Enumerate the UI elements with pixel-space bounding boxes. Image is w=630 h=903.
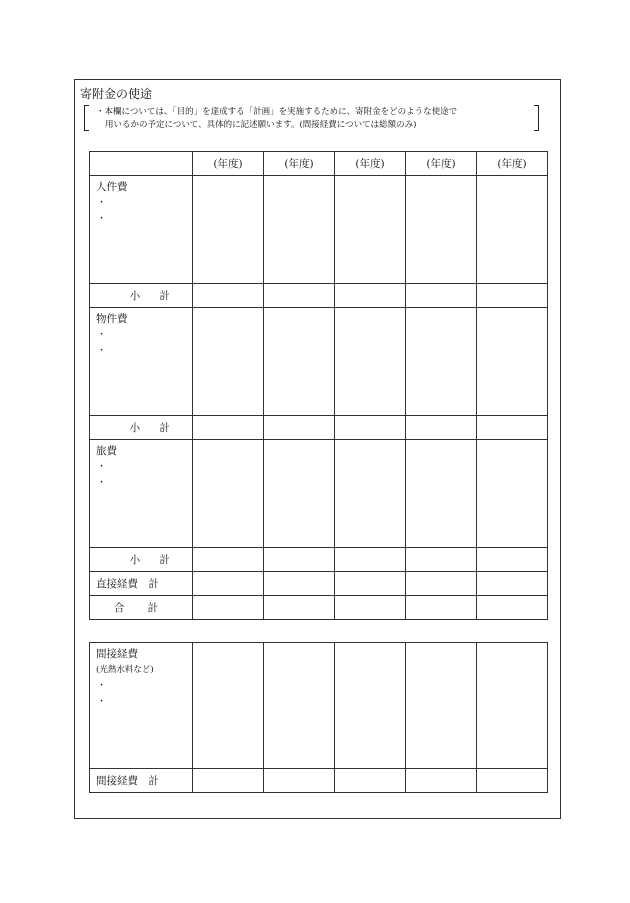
amount-cell[interactable]: [477, 440, 548, 548]
material-cost-row: [90, 308, 548, 416]
note-bracket-right: [534, 105, 539, 131]
amount-cell[interactable]: [406, 416, 477, 440]
amount-cell[interactable]: [193, 440, 264, 548]
personnel-cost-label-cell: [90, 176, 193, 284]
amount-cell[interactable]: [406, 176, 477, 284]
note-line-1: ・本欄については、「目的」を達成する「計画」を実施するために、寄附金をどのような使途で: [96, 107, 458, 117]
travel-cost-row: [90, 440, 548, 548]
amount-cell[interactable]: [406, 440, 477, 548]
indirect-cost-total-label: 間接経費 計: [90, 769, 193, 793]
amount-cell[interactable]: [193, 416, 264, 440]
note-line-2: 用いるかの予定について、具体的に記述願います。(間接経費については総額のみ): [105, 120, 417, 130]
amount-cell[interactable]: [335, 548, 406, 572]
amount-cell[interactable]: [477, 308, 548, 416]
amount-cell[interactable]: [406, 596, 477, 620]
amount-cell[interactable]: [335, 643, 406, 769]
amount-cell[interactable]: [264, 440, 335, 548]
amount-cell[interactable]: [264, 643, 335, 769]
direct-cost-table: [89, 151, 548, 620]
amount-cell[interactable]: [477, 572, 548, 596]
bullet-item: ・: [97, 330, 107, 340]
bullet-item: ・: [97, 346, 107, 356]
note-bracket-left: [84, 105, 89, 131]
subtotal-label: 小 計: [90, 284, 193, 308]
page-title: 寄附金の使途: [80, 87, 153, 101]
year-header: (年度): [193, 152, 264, 176]
grand-total-label: 合 計: [90, 596, 193, 620]
amount-cell[interactable]: [193, 769, 264, 793]
personnel-cost-row: [90, 176, 548, 284]
subtotal-label: 小 計: [90, 416, 193, 440]
amount-cell[interactable]: [193, 176, 264, 284]
indirect-cost-row: [90, 643, 548, 769]
grand-total-row: [90, 596, 548, 620]
bullet-item: ・: [97, 697, 107, 707]
amount-cell[interactable]: [264, 548, 335, 572]
amount-cell[interactable]: [477, 416, 548, 440]
year-header: (年度): [335, 152, 406, 176]
amount-cell[interactable]: [335, 572, 406, 596]
amount-cell[interactable]: [264, 308, 335, 416]
bullet-item: ・: [97, 462, 107, 472]
amount-cell[interactable]: [406, 308, 477, 416]
material-subtotal-row: [90, 416, 548, 440]
amount-cell[interactable]: [193, 548, 264, 572]
amount-cell[interactable]: [477, 548, 548, 572]
amount-cell[interactable]: [193, 308, 264, 416]
amount-cell[interactable]: [193, 572, 264, 596]
amount-cell[interactable]: [406, 548, 477, 572]
subtotal-label: 小 計: [90, 548, 193, 572]
amount-cell[interactable]: [406, 572, 477, 596]
amount-cell[interactable]: [477, 284, 548, 308]
bullet-item: ・: [97, 478, 107, 488]
amount-cell[interactable]: [264, 769, 335, 793]
amount-cell[interactable]: [406, 769, 477, 793]
amount-cell[interactable]: [477, 176, 548, 284]
amount-cell[interactable]: [264, 416, 335, 440]
year-header: (年度): [477, 152, 548, 176]
amount-cell[interactable]: [477, 596, 548, 620]
year-header: (年度): [406, 152, 477, 176]
bullet-item: ・: [97, 198, 107, 208]
bullet-item: ・: [97, 681, 107, 691]
header-row: [90, 152, 548, 176]
amount-cell[interactable]: [406, 284, 477, 308]
indirect-cost-total-row: [90, 769, 548, 793]
section-sublabel: (光熱水料など): [96, 665, 154, 675]
amount-cell[interactable]: [335, 416, 406, 440]
material-cost-label-cell: [90, 308, 193, 416]
section-label: 間接経費: [96, 648, 138, 660]
amount-cell[interactable]: [335, 596, 406, 620]
amount-cell[interactable]: [193, 643, 264, 769]
amount-cell[interactable]: [406, 643, 477, 769]
amount-cell[interactable]: [335, 769, 406, 793]
amount-cell[interactable]: [193, 596, 264, 620]
indirect-cost-label-cell: [90, 643, 193, 769]
section-label: 人件費: [96, 181, 128, 193]
travel-cost-label-cell: [90, 440, 193, 548]
personnel-subtotal-row: [90, 284, 548, 308]
travel-subtotal-row: [90, 548, 548, 572]
bullet-item: ・: [97, 214, 107, 224]
amount-cell[interactable]: [335, 440, 406, 548]
instruction-note: [84, 105, 539, 133]
amount-cell[interactable]: [335, 284, 406, 308]
amount-cell[interactable]: [335, 308, 406, 416]
amount-cell[interactable]: [477, 643, 548, 769]
amount-cell[interactable]: [264, 572, 335, 596]
amount-cell[interactable]: [335, 176, 406, 284]
amount-cell[interactable]: [264, 596, 335, 620]
amount-cell[interactable]: [264, 176, 335, 284]
section-label: 旅費: [96, 445, 117, 457]
amount-cell[interactable]: [193, 284, 264, 308]
amount-cell[interactable]: [264, 284, 335, 308]
year-header: (年度): [264, 152, 335, 176]
section-label: 物件費: [96, 313, 128, 325]
amount-cell[interactable]: [477, 769, 548, 793]
direct-cost-total-label: 直接経費 計: [90, 572, 193, 596]
header-corner-cell: [90, 152, 193, 176]
direct-cost-total-row: [90, 572, 548, 596]
indirect-cost-table: [89, 642, 548, 793]
